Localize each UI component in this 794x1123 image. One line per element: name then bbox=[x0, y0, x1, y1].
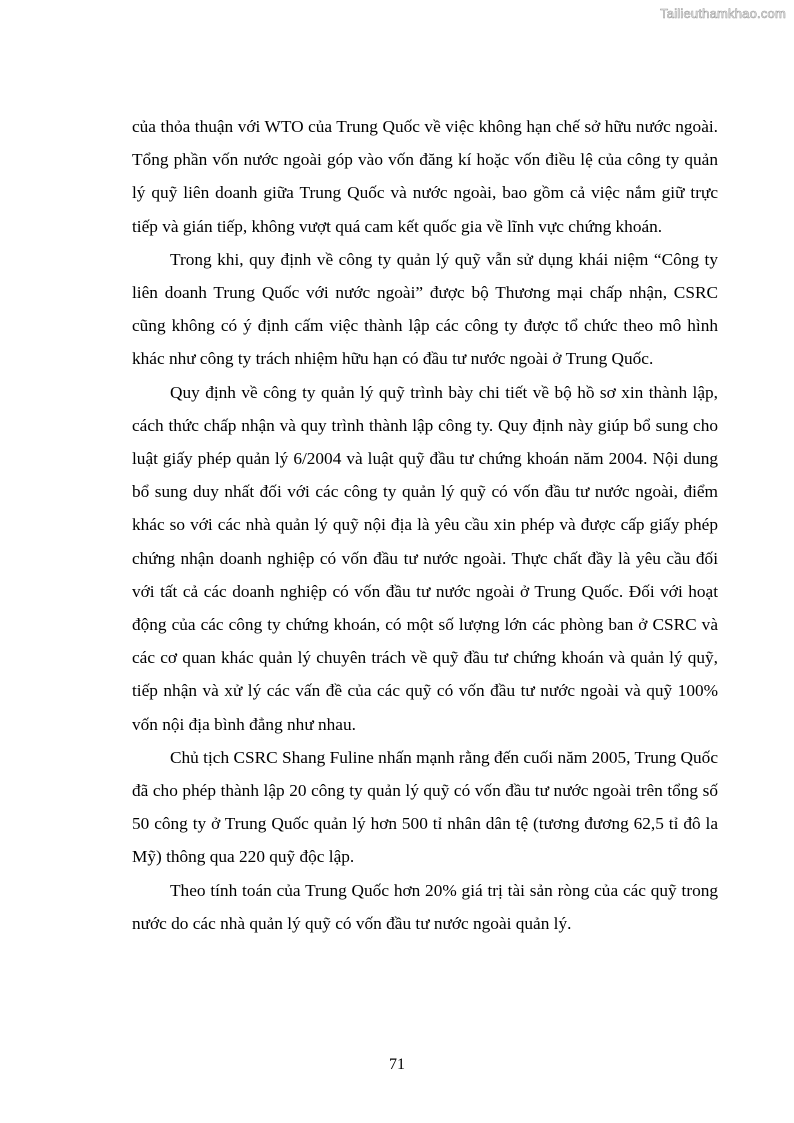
paragraph-4: Chủ tịch CSRC Shang Fuline nhấn mạnh rằng đến cuối năm 2005, Trung Quốc đã cho phép thành lập 20 công ty quản lý quỹ có vốn đầu tư nước ngoài trên tổng số 50 công ty ở Trung Quốc quản lý hơn 500 tỉ nhân dân tệ (tương đương 62,5 tỉ đô la Mỹ) thông qua 220 quỹ độc lập. bbox=[132, 747, 718, 867]
paragraph-1: của thỏa thuận với WTO của Trung Quốc về việc không hạn chế sở hữu nước ngoài. Tổng phần vốn nước ngoài góp vào vốn đăng kí hoặc vốn điều lệ của công ty quản lý quỹ liên doanh giữa Trung Quốc và nước ngoài, bao gồm cả việc nắm giữ trực tiếp và gián tiếp, không vượt quá cam kết quốc gia về lĩnh vực chứng khoán. bbox=[132, 117, 718, 236]
paragraph-3: Quy định về công ty quản lý quỹ trình bày chi tiết về bộ hồ sơ xin thành lập, cách thức chấp nhận và quy trình thành lập công ty. Quy định này giúp bổ sung cho luật giấy phép quản lý 6/2004 và luật quỹ đầu tư chứng khoán năm 2004. Nội dung bổ sung duy nhất đối với các công ty quản lý quỹ có vốn đầu tư nước ngoài, điểm khác so với các nhà quản lý quỹ nội địa là yêu cầu xin phép và được cấp giấy phép chứng nhận doanh nghiệp có vốn đầu tư nước ngoài. Thực chất đầy là yêu cầu đối với tất cả các doanh nghiệp có vốn đầu tư nước ngoài ở Trung Quốc. Đối với hoạt động của các công ty chứng khoán, có một số lượng lớn các phòng ban ở CSRC và các cơ quan khác quản lý chuyên trách về quỹ đầu tư chứng khoán và quản lý quỹ, tiếp nhận và xử lý các vấn đề của các quỹ có vốn đầu tư nước ngoài và quỹ 100% vốn nội địa bình đẳng như nhau. bbox=[132, 382, 718, 734]
page-number: 71 bbox=[389, 1056, 405, 1073]
paragraph-2: Trong khi, quy định về công ty quản lý quỹ vẫn sử dụng khái niệm “Công ty liên doanh Trung Quốc với nước ngoài” được bộ Thương mại chấp nhận, CSRC cũng không có ý định cấm việc thành lập các công ty được tổ chức theo mô hình khác như công ty trách nhiệm hữu hạn có đầu tư nước ngoài ở Trung Quốc. bbox=[132, 249, 718, 369]
paragraph-5: Theo tính toán của Trung Quốc hơn 20% giá trị tài sản ròng của các quỹ trong nước do các nhà quản lý quỹ có vốn đầu tư nước ngoài quản lý. bbox=[132, 880, 718, 933]
watermark-text: Tailieuthamkhao.com bbox=[660, 6, 786, 21]
document-body bbox=[132, 110, 718, 940]
